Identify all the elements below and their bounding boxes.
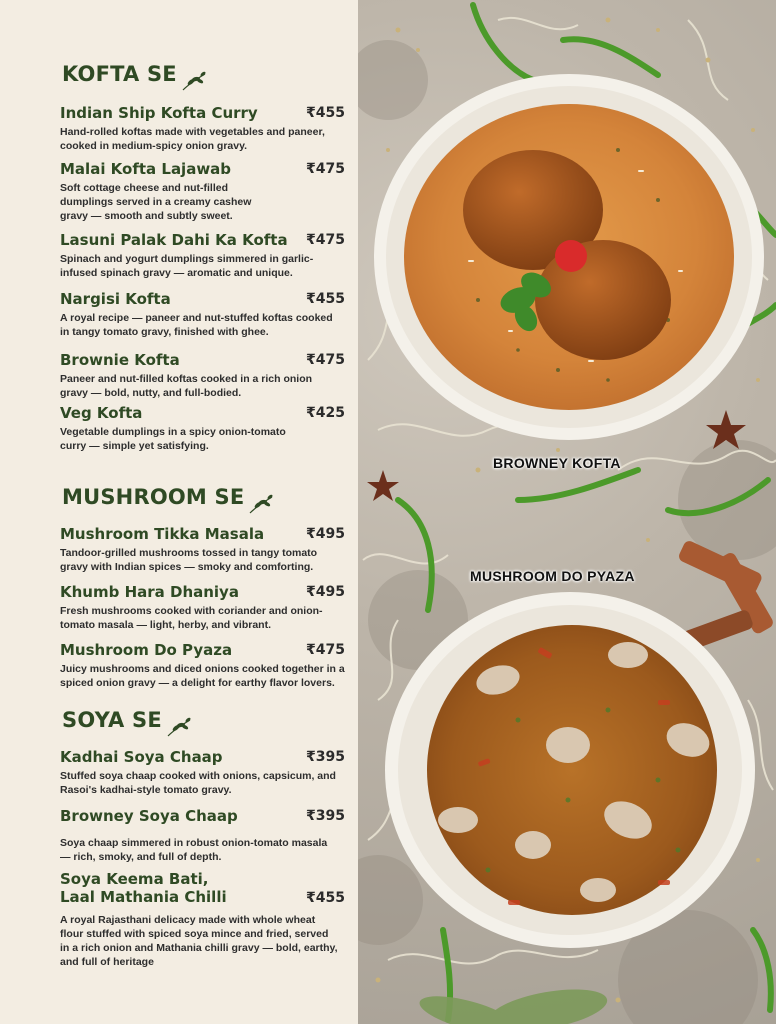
- section-title-soya: [62, 708, 192, 732]
- leaf-sprig-icon: [248, 493, 274, 515]
- item-description: Fresh mushrooms cooked with coriander and onion-tomato masala — light, herby, and vibrant.: [60, 605, 323, 631]
- menu-item: [60, 807, 348, 864]
- menu-panel: [0, 0, 358, 1024]
- item-description: Juicy mushrooms and diced onions cooked together in a spiced onion gravy — a delight for earthy flavor lovers.: [60, 663, 345, 689]
- item-description: Spinach and yogurt dumplings simmered in garlic-infused spinach gravy — aromatic and unique.: [60, 253, 314, 279]
- menu-item: [60, 583, 348, 632]
- menu-item: [60, 641, 348, 690]
- item-name: Indian Ship Kofta Curry: [60, 104, 258, 122]
- item-name: Mushroom Do Pyaza: [60, 641, 233, 659]
- item-description: A royal Rajasthani delicacy made with whole wheat flour stuffed with spiced soya mince and fried, served in a rich onion and Mathania chilli gravy — bold, earthy, and full of heritage: [60, 914, 338, 968]
- item-description: A royal recipe — paneer and nut-stuffed koftas cooked in tangy tomato gravy, finished with ghee.: [60, 312, 333, 338]
- item-description: Soya chaap simmered in robust onion-tomato masala — rich, smoky, and full of depth.: [60, 837, 328, 863]
- item-price: ₹425: [306, 405, 345, 421]
- item-price: ₹455: [306, 890, 345, 906]
- item-name: Malai Kofta Lajawab: [60, 160, 232, 178]
- item-price: ₹455: [306, 291, 345, 307]
- section-title-text: SOYA SE: [62, 708, 162, 732]
- item-price: ₹475: [306, 642, 345, 658]
- section-title-mushroom: [62, 485, 274, 509]
- menu-item: [60, 525, 348, 574]
- item-description: Vegetable dumplings in a spicy onion-tomato curry — simple yet satisfying.: [60, 426, 286, 452]
- item-name: Khumb Hara Dhaniya: [60, 583, 239, 601]
- photo-label-browney-kofta: BROWNEY KOFTA: [493, 455, 621, 471]
- food-photo: [358, 0, 776, 1024]
- item-name: Browney Soya Chaap: [60, 807, 238, 825]
- menu-item: [60, 870, 348, 969]
- section-title-text: MUSHROOM SE: [62, 485, 245, 509]
- menu-item: [60, 404, 348, 453]
- item-name: Brownie Kofta: [60, 351, 180, 369]
- photo-label-mushroom-do-pyaza: MUSHROOM DO PYAZA: [470, 568, 635, 584]
- item-description: Tandoor-grilled mushrooms tossed in tangy tomato gravy with Indian spices — smoky and comforting.: [60, 547, 318, 573]
- item-description: Stuffed soya chaap cooked with onions, capsicum, and Rasoi's kadhai-style tomato gravy.: [60, 770, 336, 796]
- item-description: Paneer and nut-filled koftas cooked in a rich onion gravy — bold, nutty, and full-bodied.: [60, 373, 313, 399]
- section-title-text: KOFTA SE: [62, 62, 177, 86]
- leaf-sprig-icon: [166, 716, 192, 738]
- item-price: ₹455: [306, 105, 345, 121]
- food-photo-illustration: [358, 0, 776, 1024]
- menu-item: [60, 160, 348, 223]
- item-price: ₹475: [306, 352, 345, 368]
- menu-item: [60, 748, 348, 797]
- item-price: ₹475: [306, 161, 345, 177]
- item-name: Kadhai Soya Chaap: [60, 748, 223, 766]
- item-name: Mushroom Tikka Masala: [60, 525, 265, 543]
- item-name: [60, 870, 227, 906]
- item-price: ₹395: [306, 749, 345, 765]
- item-name: Nargisi Kofta: [60, 290, 171, 308]
- menu-item: [60, 351, 348, 400]
- item-price: ₹475: [306, 232, 345, 248]
- item-name: Lasuni Palak Dahi Ka Kofta: [60, 231, 288, 249]
- leaf-sprig-icon: [181, 70, 207, 92]
- item-price: ₹395: [306, 808, 345, 824]
- menu-item: [60, 290, 348, 339]
- menu-item: [60, 231, 348, 280]
- item-name-line-1: Soya Keema Bati,: [60, 870, 209, 888]
- item-description: Soft cottage cheese and nut-filled dumplings served in a creamy cashew gravy — smooth and subtly sweet.: [60, 182, 252, 222]
- item-name-line-2: Laal Mathania Chilli: [60, 888, 227, 906]
- item-name: Veg Kofta: [60, 404, 143, 422]
- menu-item: [60, 104, 348, 153]
- item-price: ₹495: [306, 526, 345, 542]
- section-title-kofta: [62, 62, 207, 86]
- item-price: ₹495: [306, 584, 345, 600]
- item-description: Hand-rolled koftas made with vegetables and paneer, cooked in medium-spicy onion gravy.: [60, 126, 325, 152]
